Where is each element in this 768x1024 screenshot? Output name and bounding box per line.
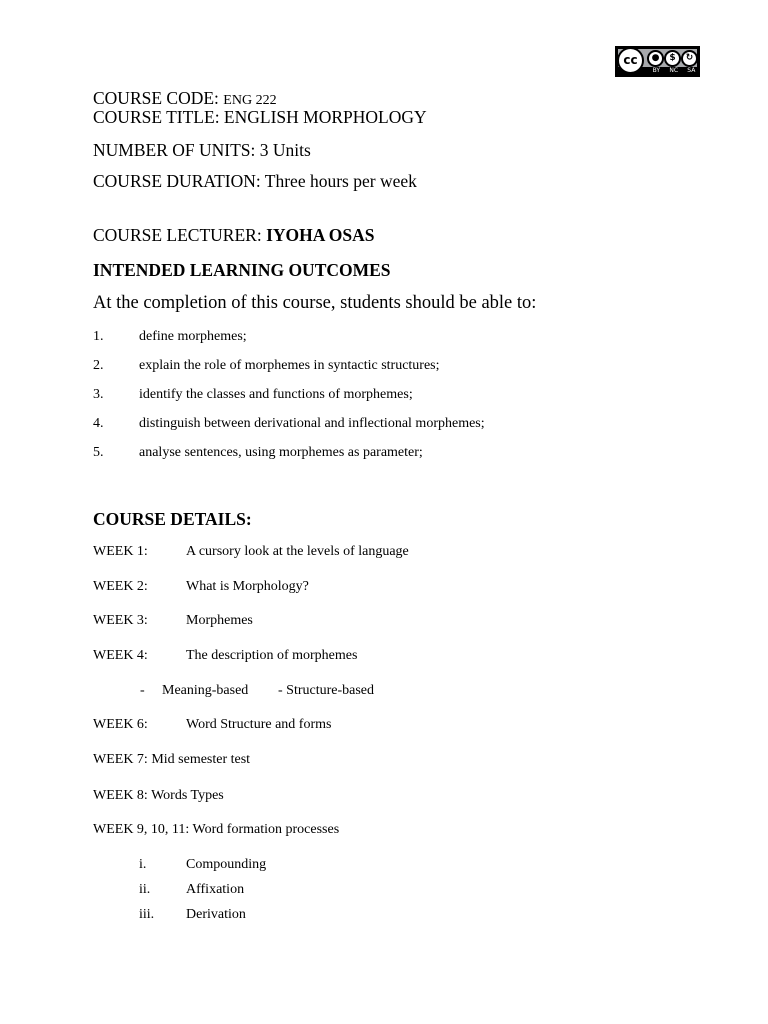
week-7-line: WEEK 7: Mid semester test [93,752,251,767]
license-labels [648,67,700,75]
process-number: iii. [139,907,155,922]
course-lecturer-line [93,225,375,245]
outcome-number: 1. [93,329,104,344]
nc-icon: $ [664,50,681,67]
week-label: WEEK 1: [93,544,148,559]
course-code-line [93,88,277,109]
week-topic: What is Morphology? [186,579,309,594]
process-number: ii. [139,882,151,897]
sa-label: SA [687,67,696,74]
process-text: Compounding [186,857,267,872]
by-icon: ● [647,50,664,67]
license-badge [615,46,700,77]
course-lecturer-name: IYOHA OSAS [266,225,375,245]
week-label: WEEK 3: [93,613,148,628]
number-of-units: NUMBER OF UNITS: 3 Units [93,140,311,160]
week-label: WEEK 6: [93,717,148,732]
week-9-line: WEEK 9, 10, 11: Word formation processes [93,822,340,837]
by-label: BY [652,67,661,74]
week-topic: The description of morphemes [186,648,358,663]
nc-label: NC [669,67,679,74]
process-text: Affixation [186,882,245,897]
sub-item-meaning: Meaning-based [162,683,249,698]
week-label: WEEK 4: [93,648,148,663]
sub-item-structure: - Structure-based [278,683,375,698]
outcome-number: 4. [93,416,104,431]
outcome-number: 2. [93,358,104,373]
sub-item-dash: - [140,683,145,698]
sa-icon: ↻ [681,50,698,67]
outcomes-heading-text: INTENDED LEARNING OUTCOMES [93,260,391,280]
course-lecturer-label: COURSE LECTURER: [93,225,262,245]
week-topic: Morphemes [186,613,253,628]
process-number: i. [139,857,147,872]
week-topic: Word Structure and forms [186,717,332,732]
week-8-line: WEEK 8: Words Types [93,788,224,803]
week-label: WEEK 2: [93,579,148,594]
outcome-text: analyse sentences, using morphemes as parameter; [139,445,423,460]
course-title: COURSE TITLE: ENGLISH MORPHOLOGY [93,107,427,127]
outcome-text: distinguish between derivational and inflectional morphemes; [139,416,485,431]
outcome-number: 5. [93,445,104,460]
outcome-number: 3. [93,387,104,402]
course-code-value: ENG 222 [223,93,277,108]
course-code-label: COURSE CODE: [93,88,219,108]
outcome-text: define morphemes; [139,329,247,344]
week-topic: A cursory look at the levels of language [186,544,409,559]
outcomes-intro: At the completion of this course, students should be able to: [93,293,537,313]
cc-icon: cc [617,47,644,74]
course-duration: COURSE DURATION: Three hours per week [93,171,417,191]
details-heading [93,509,252,529]
details-heading-text: COURSE DETAILS: [93,509,252,529]
outcomes-heading [93,260,391,280]
outcome-text: explain the role of morphemes in syntactic structures; [139,358,440,373]
process-text: Derivation [186,907,246,922]
outcome-text: identify the classes and functions of morphemes; [139,387,413,402]
